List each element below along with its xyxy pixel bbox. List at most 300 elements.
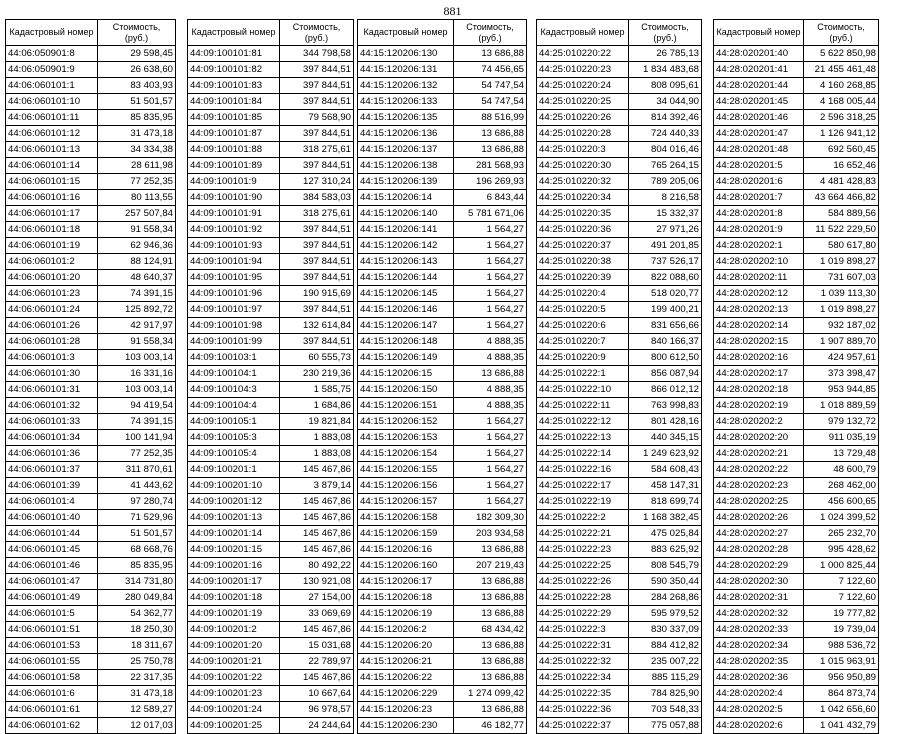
table-row xyxy=(714,286,879,302)
cost-cell: 145 467,86 xyxy=(280,670,354,686)
table-row xyxy=(537,238,702,254)
table-row xyxy=(537,590,702,606)
cadastral-number-cell: 44:25:010222:23 xyxy=(537,542,629,558)
table-row xyxy=(358,238,527,254)
table-row xyxy=(358,158,527,174)
table-row xyxy=(188,318,354,334)
cadastral-number-cell: 44:06:060101:16 xyxy=(6,190,98,206)
cost-cell: 1 019 898,27 xyxy=(804,302,879,318)
table-row xyxy=(188,686,354,702)
cost-cell: 13 686,88 xyxy=(454,574,527,590)
table-row xyxy=(6,430,176,446)
cadastral-number-cell: 44:06:060101:1 xyxy=(6,78,98,94)
cadastral-number-cell: 44:15:120206:148 xyxy=(358,334,454,350)
table-row xyxy=(714,686,879,702)
table-row xyxy=(714,318,879,334)
cadastral-number-cell: 44:15:120206:149 xyxy=(358,350,454,366)
table-row xyxy=(537,446,702,462)
table-row xyxy=(537,718,702,734)
table-row xyxy=(714,510,879,526)
cadastral-number-cell: 44:09:100101:85 xyxy=(188,110,280,126)
table-row xyxy=(6,302,176,318)
cadastral-number-cell: 44:25:010222:16 xyxy=(537,462,629,478)
table-row xyxy=(358,558,527,574)
table-row xyxy=(714,542,879,558)
cost-cell: 765 264,15 xyxy=(629,158,702,174)
cadastral-number-cell: 44:09:100101:91 xyxy=(188,206,280,222)
cadastral-number-cell: 44:06:060101:20 xyxy=(6,270,98,286)
cost-cell: 818 699,74 xyxy=(629,494,702,510)
cost-cell: 182 309,30 xyxy=(454,510,527,526)
cost-cell: 235 007,22 xyxy=(629,654,702,670)
cadastral-number-cell: 44:28:020202:2 xyxy=(714,414,804,430)
table-row xyxy=(537,158,702,174)
table-row xyxy=(537,174,702,190)
cost-cell: 373 398,47 xyxy=(804,366,879,382)
cost-cell: 132 614,84 xyxy=(280,318,354,334)
cadastral-number-cell: 44:25:010222:37 xyxy=(537,718,629,734)
cost-cell: 91 558,34 xyxy=(98,334,176,350)
cadastral-number-cell: 44:09:100201:14 xyxy=(188,526,280,542)
cost-cell: 1 564,27 xyxy=(454,414,527,430)
cost-cell: 34 044,90 xyxy=(629,94,702,110)
cadastral-number-cell: 44:25:010222:35 xyxy=(537,686,629,702)
cost-cell: 1 564,27 xyxy=(454,286,527,302)
cadastral-number-cell: 44:28:020202:33 xyxy=(714,622,804,638)
cost-cell: 51 501,57 xyxy=(98,526,176,542)
table-row xyxy=(537,526,702,542)
cadastral-number-cell: 44:28:020202:20 xyxy=(714,430,804,446)
cadastral-number-cell: 44:28:020202:19 xyxy=(714,398,804,414)
cost-cell: 19 739,04 xyxy=(804,622,879,638)
cadastral-number-cell: 44:15:120206:141 xyxy=(358,222,454,238)
table-row xyxy=(188,270,354,286)
cadastral-number-cell: 44:15:120206:14 xyxy=(358,190,454,206)
cost-cell: 15 332,37 xyxy=(629,206,702,222)
table-row xyxy=(188,366,354,382)
cadastral-number-cell: 44:25:010222:11 xyxy=(537,398,629,414)
cost-cell: 13 686,88 xyxy=(454,46,527,62)
table-row xyxy=(6,94,176,110)
cost-cell: 25 750,78 xyxy=(98,654,176,670)
table-row xyxy=(358,654,527,670)
table-row xyxy=(537,414,702,430)
cost-cell: 2 596 318,25 xyxy=(804,110,879,126)
table-row xyxy=(6,46,176,62)
table-row xyxy=(714,158,879,174)
cadastral-number-cell: 44:15:120206:133 xyxy=(358,94,454,110)
cost-cell: 13 686,88 xyxy=(454,366,527,382)
cadastral-number-cell: 44:09:100101:94 xyxy=(188,254,280,270)
cost-header: Стоимость, (руб.) xyxy=(629,20,702,46)
table-row xyxy=(714,702,879,718)
table-row xyxy=(714,670,879,686)
cost-cell: 584 889,56 xyxy=(804,206,879,222)
cadastral-number-cell: 44:25:010222:3 xyxy=(537,622,629,638)
cost-cell: 763 998,83 xyxy=(629,398,702,414)
cost-cell: 595 979,52 xyxy=(629,606,702,622)
table-row xyxy=(358,670,527,686)
cost-cell: 784 825,90 xyxy=(629,686,702,702)
cost-cell: 79 568,90 xyxy=(280,110,354,126)
table-row xyxy=(6,334,176,350)
table-row xyxy=(537,542,702,558)
cost-cell: 4 481 428,83 xyxy=(804,174,879,190)
table-row xyxy=(358,286,527,302)
cadastral-number-cell: 44:25:010222:36 xyxy=(537,702,629,718)
table-row xyxy=(714,478,879,494)
cadastral-number-cell: 44:09:100101:88 xyxy=(188,142,280,158)
cost-cell: 4 888,35 xyxy=(454,382,527,398)
cost-cell: 74 456,65 xyxy=(454,62,527,78)
cost-cell: 80 492,22 xyxy=(280,558,354,574)
cadastral-number-cell: 44:06:060101:53 xyxy=(6,638,98,654)
cost-cell: 13 686,88 xyxy=(454,126,527,142)
table-row xyxy=(188,622,354,638)
table-row xyxy=(358,350,527,366)
table-row xyxy=(714,94,879,110)
cadastral-number-cell: 44:06:060101:6 xyxy=(6,686,98,702)
cadastral-number-cell: 44:25:010220:38 xyxy=(537,254,629,270)
table-row xyxy=(537,270,702,286)
cost-cell: 196 269,93 xyxy=(454,174,527,190)
table-row xyxy=(714,350,879,366)
table-row xyxy=(358,366,527,382)
cost-cell: 28 611,98 xyxy=(98,158,176,174)
cadastral-number-cell: 44:15:120206:159 xyxy=(358,526,454,542)
cost-cell: 127 310,24 xyxy=(280,174,354,190)
cadastral-number-cell: 44:15:120206:153 xyxy=(358,430,454,446)
cadastral-number-cell: 44:06:060101:10 xyxy=(6,94,98,110)
table-row xyxy=(537,190,702,206)
cadastral-number-cell: 44:25:010222:17 xyxy=(537,478,629,494)
cadastral-number-cell: 44:28:020201:40 xyxy=(714,46,804,62)
table-row xyxy=(188,430,354,446)
cost-cell: 265 232,70 xyxy=(804,526,879,542)
cadastral-table-5 xyxy=(713,19,879,734)
table-row xyxy=(6,494,176,510)
table-row xyxy=(358,78,527,94)
table-row xyxy=(6,158,176,174)
cadastral-number-cell: 44:09:100201:19 xyxy=(188,606,280,622)
cost-cell: 13 729,48 xyxy=(804,446,879,462)
table-row xyxy=(188,398,354,414)
cost-cell: 103 003,14 xyxy=(98,382,176,398)
cadastral-number-cell: 44:06:060101:62 xyxy=(6,718,98,734)
cost-cell: 956 950,89 xyxy=(804,670,879,686)
cost-cell: 46 182,77 xyxy=(454,718,527,734)
table-row xyxy=(188,334,354,350)
cadastral-number-cell: 44:09:100201:17 xyxy=(188,574,280,590)
table-row xyxy=(358,526,527,542)
cost-cell: 1 564,27 xyxy=(454,270,527,286)
cadastral-number-cell: 44:06:060101:11 xyxy=(6,110,98,126)
cadastral-number-cell: 44:09:100201:15 xyxy=(188,542,280,558)
cost-cell: 458 147,31 xyxy=(629,478,702,494)
table-row xyxy=(537,318,702,334)
cadastral-number-cell: 44:28:020201:6 xyxy=(714,174,804,190)
cadastral-number-cell: 44:15:120206:146 xyxy=(358,302,454,318)
cadastral-number-cell: 44:15:120206:145 xyxy=(358,286,454,302)
cadastral-number-cell: 44:25:010222:10 xyxy=(537,382,629,398)
cadastral-number-cell: 44:06:060101:14 xyxy=(6,158,98,174)
cadastral-number-cell: 44:25:010222:21 xyxy=(537,526,629,542)
cost-cell: 731 607,03 xyxy=(804,270,879,286)
cost-cell: 33 069,69 xyxy=(280,606,354,622)
cost-cell: 11 522 229,50 xyxy=(804,222,879,238)
table-row xyxy=(6,222,176,238)
cost-cell: 77 252,35 xyxy=(98,446,176,462)
table-row xyxy=(188,206,354,222)
cadastral-number-cell: 44:09:100201:23 xyxy=(188,686,280,702)
cost-cell: 29 598,45 xyxy=(98,46,176,62)
cadastral-number-cell: 44:25:010220:7 xyxy=(537,334,629,350)
cost-cell: 12 017,03 xyxy=(98,718,176,734)
cadastral-number-cell: 44:28:020202:25 xyxy=(714,494,804,510)
table-row xyxy=(537,478,702,494)
cost-cell: 692 560,45 xyxy=(804,142,879,158)
table-row xyxy=(188,414,354,430)
table-row xyxy=(6,414,176,430)
cost-cell: 518 020,77 xyxy=(629,286,702,302)
cost-cell: 397 844,51 xyxy=(280,78,354,94)
table-row xyxy=(537,702,702,718)
table-row xyxy=(537,350,702,366)
table-row xyxy=(6,126,176,142)
cost-cell: 43 664 466,82 xyxy=(804,190,879,206)
cadastral-number-cell: 44:15:120206:20 xyxy=(358,638,454,654)
cost-cell: 584 608,43 xyxy=(629,462,702,478)
cost-cell: 7 122,60 xyxy=(804,574,879,590)
cadastral-number-cell: 44:25:010220:9 xyxy=(537,350,629,366)
cost-cell: 130 921,08 xyxy=(280,574,354,590)
cadastral-number-cell: 44:06:050901:9 xyxy=(6,62,98,78)
cadastral-number-cell: 44:06:060101:26 xyxy=(6,318,98,334)
cost-cell: 932 187,02 xyxy=(804,318,879,334)
cost-cell: 311 870,61 xyxy=(98,462,176,478)
table-row xyxy=(6,382,176,398)
cadastral-number-cell: 44:09:100101:81 xyxy=(188,46,280,62)
cadastral-number-cell: 44:28:020202:29 xyxy=(714,558,804,574)
cost-cell: 71 529,96 xyxy=(98,510,176,526)
cost-cell: 864 873,74 xyxy=(804,686,879,702)
cost-cell: 856 087,94 xyxy=(629,366,702,382)
cadastral-number-header: Кадастровый номер xyxy=(188,20,280,46)
cost-cell: 48 640,37 xyxy=(98,270,176,286)
table-row xyxy=(6,670,176,686)
cadastral-number-header: Кадастровый номер xyxy=(537,20,629,46)
cost-cell: 13 686,88 xyxy=(454,606,527,622)
cost-cell: 885 115,29 xyxy=(629,670,702,686)
cost-cell: 26 638,60 xyxy=(98,62,176,78)
cadastral-number-cell: 44:06:060101:33 xyxy=(6,414,98,430)
table-row xyxy=(714,110,879,126)
table-row xyxy=(358,334,527,350)
table-row xyxy=(537,558,702,574)
cost-cell: 199 400,21 xyxy=(629,302,702,318)
table-row xyxy=(358,318,527,334)
cost-header: Стоимость, (руб.) xyxy=(280,20,354,46)
cadastral-number-header: Кадастровый номер xyxy=(6,20,98,46)
cadastral-number-cell: 44:06:060101:28 xyxy=(6,334,98,350)
table-row xyxy=(6,654,176,670)
cost-header: Стоимость, (руб.) xyxy=(454,20,527,46)
cadastral-number-cell: 44:06:060101:12 xyxy=(6,126,98,142)
cost-cell: 590 350,44 xyxy=(629,574,702,590)
cadastral-number-cell: 44:06:060101:24 xyxy=(6,302,98,318)
cost-cell: 491 201,85 xyxy=(629,238,702,254)
table-row xyxy=(714,718,879,734)
cadastral-number-cell: 44:28:020202:26 xyxy=(714,510,804,526)
cost-cell: 96 978,57 xyxy=(280,702,354,718)
table-row xyxy=(188,526,354,542)
table-row xyxy=(188,590,354,606)
cadastral-number-cell: 44:28:020201:9 xyxy=(714,222,804,238)
table-row xyxy=(358,606,527,622)
table-row xyxy=(358,622,527,638)
cost-cell: 1 684,86 xyxy=(280,398,354,414)
cost-cell: 31 473,18 xyxy=(98,686,176,702)
table-row xyxy=(358,382,527,398)
cost-header: Стоимость, (руб.) xyxy=(98,20,176,46)
table-row xyxy=(358,126,527,142)
cost-cell: 94 419,54 xyxy=(98,398,176,414)
cadastral-number-cell: 44:15:120206:137 xyxy=(358,142,454,158)
cadastral-number-cell: 44:06:060101:40 xyxy=(6,510,98,526)
table-row xyxy=(6,446,176,462)
cost-cell: 16 652,46 xyxy=(804,158,879,174)
cadastral-number-cell: 44:28:020201:5 xyxy=(714,158,804,174)
cadastral-number-cell: 44:09:100101:82 xyxy=(188,62,280,78)
cadastral-number-cell: 44:09:100101:83 xyxy=(188,78,280,94)
table-row xyxy=(537,494,702,510)
table-row xyxy=(358,254,527,270)
table-row xyxy=(358,110,527,126)
cost-header: Стоимость, (руб.) xyxy=(804,20,879,46)
cost-cell: 51 501,57 xyxy=(98,94,176,110)
cost-cell: 100 141,94 xyxy=(98,430,176,446)
cost-cell: 808 095,61 xyxy=(629,78,702,94)
cost-cell: 840 166,37 xyxy=(629,334,702,350)
cadastral-number-cell: 44:15:120206:22 xyxy=(358,670,454,686)
table-row xyxy=(6,78,176,94)
cadastral-number-cell: 44:28:020202:13 xyxy=(714,302,804,318)
cost-cell: 83 403,93 xyxy=(98,78,176,94)
cost-cell: 775 057,88 xyxy=(629,718,702,734)
cadastral-number-cell: 44:09:100101:95 xyxy=(188,270,280,286)
table-row xyxy=(188,94,354,110)
cadastral-number-cell: 44:15:120206:19 xyxy=(358,606,454,622)
cadastral-number-cell: 44:15:120206:155 xyxy=(358,462,454,478)
cadastral-number-cell: 44:25:010222:29 xyxy=(537,606,629,622)
cadastral-number-cell: 44:15:120206:158 xyxy=(358,510,454,526)
table-row xyxy=(188,702,354,718)
table-row xyxy=(358,206,527,222)
table-row xyxy=(537,382,702,398)
cost-cell: 77 252,35 xyxy=(98,174,176,190)
table-row xyxy=(358,270,527,286)
cadastral-number-cell: 44:06:060101:36 xyxy=(6,446,98,462)
cost-cell: 814 392,46 xyxy=(629,110,702,126)
cadastral-number-cell: 44:25:010222:26 xyxy=(537,574,629,590)
cost-cell: 48 600,79 xyxy=(804,462,879,478)
cadastral-number-cell: 44:06:060101:49 xyxy=(6,590,98,606)
cadastral-number-cell: 44:28:020202:22 xyxy=(714,462,804,478)
table-row xyxy=(188,558,354,574)
cost-cell: 27 154,00 xyxy=(280,590,354,606)
cadastral-number-cell: 44:15:120206:152 xyxy=(358,414,454,430)
table-row xyxy=(6,622,176,638)
cost-cell: 13 686,88 xyxy=(454,702,527,718)
cadastral-number-cell: 44:06:060101:58 xyxy=(6,670,98,686)
cost-cell: 995 428,62 xyxy=(804,542,879,558)
cadastral-number-cell: 44:15:120206:136 xyxy=(358,126,454,142)
table-row xyxy=(188,110,354,126)
cost-cell: 18 311,67 xyxy=(98,638,176,654)
cadastral-number-cell: 44:28:020202:17 xyxy=(714,366,804,382)
table-row xyxy=(188,654,354,670)
cadastral-number-cell: 44:25:010220:26 xyxy=(537,110,629,126)
table-row xyxy=(6,190,176,206)
cadastral-table-4 xyxy=(536,19,702,734)
table-row xyxy=(714,558,879,574)
cadastral-number-cell: 44:09:100101:84 xyxy=(188,94,280,110)
cadastral-number-cell: 44:06:060101:23 xyxy=(6,286,98,302)
cost-cell: 1 834 483,68 xyxy=(629,62,702,78)
cadastral-number-cell: 44:25:010220:25 xyxy=(537,94,629,110)
cadastral-number-cell: 44:09:100101:89 xyxy=(188,158,280,174)
table-row xyxy=(358,702,527,718)
cadastral-number-cell: 44:09:100101:96 xyxy=(188,286,280,302)
cadastral-number-cell: 44:25:010220:6 xyxy=(537,318,629,334)
table-row xyxy=(537,94,702,110)
cost-cell: 281 568,93 xyxy=(454,158,527,174)
cadastral-number-cell: 44:15:120206:2 xyxy=(358,622,454,638)
cadastral-number-cell: 44:09:100101:90 xyxy=(188,190,280,206)
cost-cell: 830 337,09 xyxy=(629,622,702,638)
cost-cell: 883 625,92 xyxy=(629,542,702,558)
cadastral-number-cell: 44:09:100201:16 xyxy=(188,558,280,574)
table-row xyxy=(6,254,176,270)
cost-cell: 1 585,75 xyxy=(280,382,354,398)
cadastral-number-cell: 44:06:060101:37 xyxy=(6,462,98,478)
cadastral-number-cell: 44:25:010220:24 xyxy=(537,78,629,94)
table-row xyxy=(537,510,702,526)
cost-cell: 1 883,08 xyxy=(280,446,354,462)
cadastral-number-cell: 44:09:100101:98 xyxy=(188,318,280,334)
cost-cell: 12 589,27 xyxy=(98,702,176,718)
cadastral-number-cell: 44:09:100105:4 xyxy=(188,446,280,462)
cost-cell: 62 946,36 xyxy=(98,238,176,254)
cost-cell: 397 844,51 xyxy=(280,158,354,174)
table-row xyxy=(6,318,176,334)
table-row xyxy=(714,430,879,446)
cadastral-number-cell: 44:28:020202:16 xyxy=(714,350,804,366)
table-row xyxy=(537,622,702,638)
cadastral-number-cell: 44:06:060101:4 xyxy=(6,494,98,510)
cost-cell: 344 798,58 xyxy=(280,46,354,62)
cadastral-number-cell: 44:06:060101:3 xyxy=(6,350,98,366)
table-row xyxy=(714,126,879,142)
cost-cell: 1 000 825,44 xyxy=(804,558,879,574)
cadastral-number-cell: 44:06:060101:32 xyxy=(6,398,98,414)
cost-cell: 54 747,54 xyxy=(454,78,527,94)
cadastral-number-cell: 44:28:020201:7 xyxy=(714,190,804,206)
cadastral-number-cell: 44:09:100101:97 xyxy=(188,302,280,318)
cost-cell: 397 844,51 xyxy=(280,238,354,254)
table-row xyxy=(714,62,879,78)
cost-cell: 19 777,82 xyxy=(804,606,879,622)
